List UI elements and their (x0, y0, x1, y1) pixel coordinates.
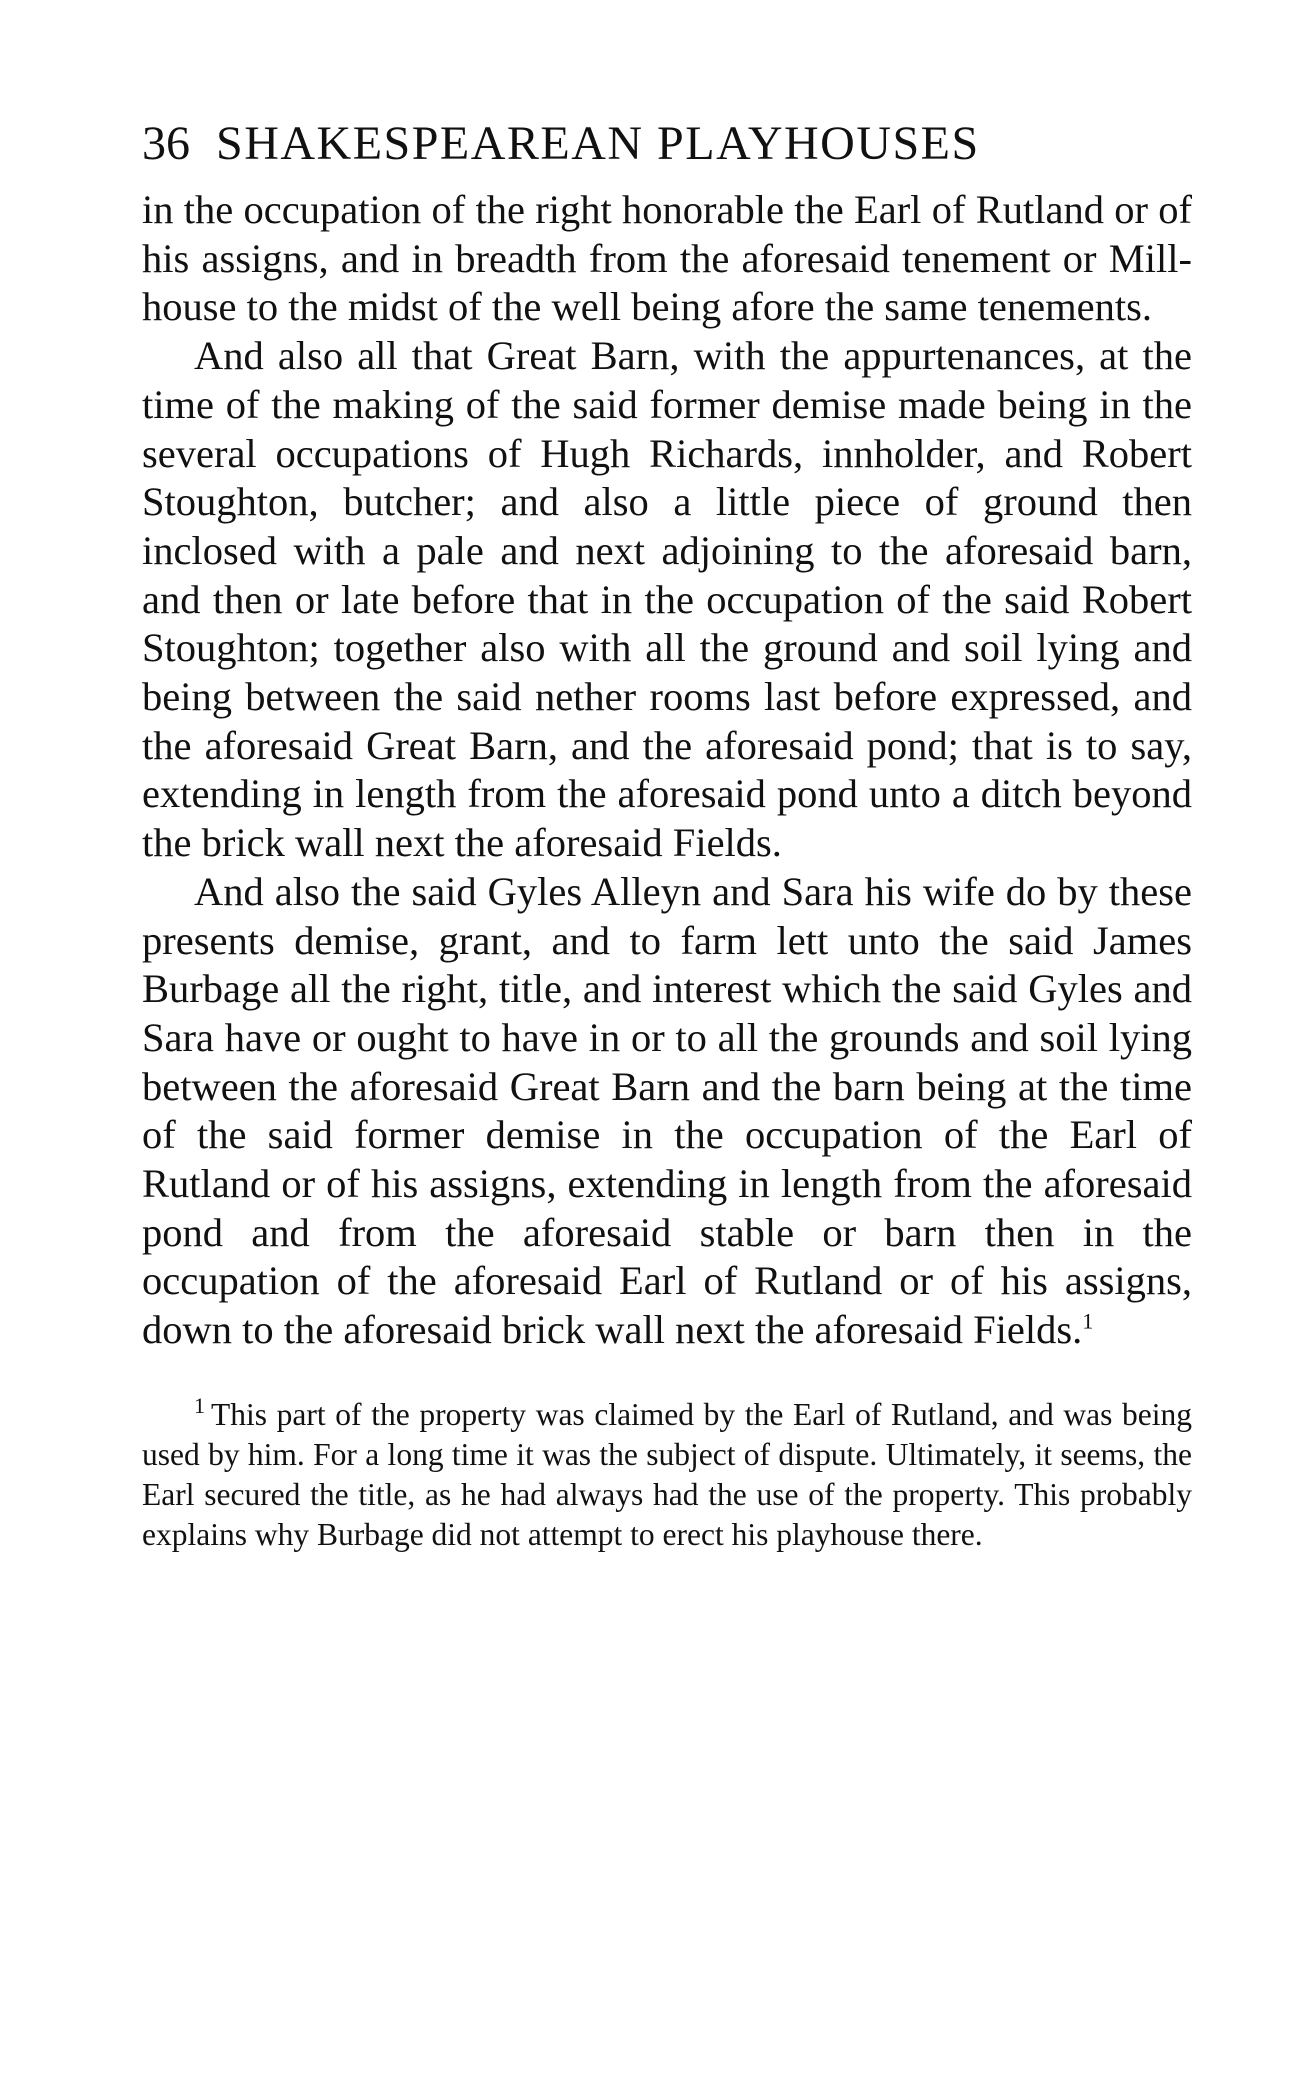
paragraph (142, 186, 1192, 332)
running-title: SHAKESPEAREAN PLAYHOUSES (216, 117, 980, 170)
paragraph-text: in the occupation of the right honorable the Earl of Rutland or of his assigns, and in breadth from the aforesaid tenement or Mill-house to the midst of the well being afore the same tenements. (142, 187, 1192, 330)
body-text (142, 186, 1192, 1355)
paragraph (142, 868, 1192, 1355)
footnote-reference: 1 (1082, 1308, 1094, 1334)
running-header (142, 117, 1192, 170)
paragraph (142, 332, 1192, 868)
book-page (142, 117, 1192, 1555)
page-number: 36 (142, 117, 190, 170)
footnote (142, 1395, 1192, 1555)
footnote-text: This part of the property was claimed by the Earl of Rutland, and was being used by him. For a long time it was the subject of dispute. Ultimately, it seems, the Earl secured the title, as he had always had the use of the property. This probably explains why Burbage did not attempt to erect his playhouse there. (142, 1396, 1192, 1552)
paragraph-text: And also all that Great Barn, with the appurtenances, at the time of the making of the said former demise made being in the several occupations of Hugh Richards, innholder, and Robert Stoughton, butcher; and also a little piece of ground then inclosed with a pale and next adjoining to the aforesaid barn, and then or late before that in the occupation of the said Robert Stoughton; together also with all the ground and soil lying and being between the said nether rooms last before expressed, and the aforesaid Great Barn, and the aforesaid pond; that is to say, extending in length from the aforesaid pond unto a ditch beyond the brick wall next the aforesaid Fields. (142, 333, 1192, 866)
footnote-marker: 1 (194, 1393, 206, 1419)
paragraph-text: And also the said Gyles Alleyn and Sara his wife do by these presents demise, grant, and to farm lett unto the said James Burbage all the right, title, and interest which the said Gyles and Sara have or ought to have in or to all the grounds and soil lying between the aforesaid Great Barn and the barn being at the time of the said former demise in the occupation of the Earl of Rutland or of his assigns, extending in length from the aforesaid pond and from the aforesaid stable or barn then in the occupation of the aforesaid Earl of Rutland or of his assigns, down to the aforesaid brick wall next the aforesaid Fields. (142, 868, 1192, 1353)
